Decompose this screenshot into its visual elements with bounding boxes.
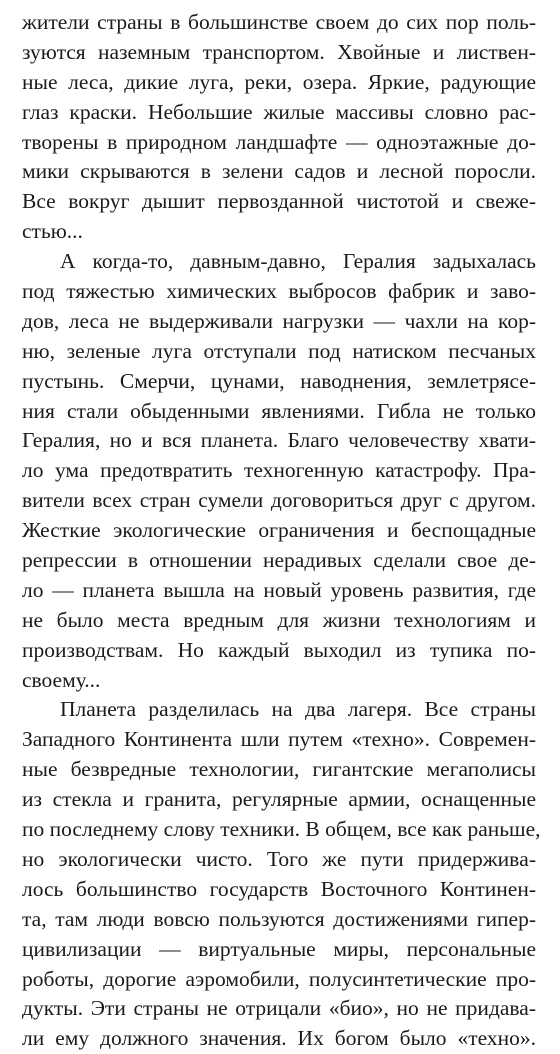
text-line: ло — планета вышла на новый уровень развития, где — [22, 577, 536, 602]
text-line: производствам. Но каждый выходил из тупика по- — [22, 637, 536, 662]
text-line: ния стали обыденными явлениями. Гибла не только — [22, 398, 536, 423]
text-line: репрессии в отношении нерадивых сделали свое де- — [22, 548, 536, 573]
text-line: вители всех стран сумели договориться друг с другом. — [22, 488, 536, 513]
text-line: ные леса, дикие луга, реки, озера. Яркие, радующие — [22, 69, 536, 94]
paragraph-2 — [22, 247, 536, 695]
text-line: по последнему слову техники. В общем, все как раньше, — [22, 817, 541, 842]
text-line: Жесткие экологические ограничения и беспощадные — [22, 518, 536, 543]
text-line: та, там люди вовсю пользуются достижениями гипер- — [22, 906, 536, 931]
text-line: ло ума предотвратить техногенную катастрофу. Пра- — [22, 458, 536, 483]
text-line: зуются наземным транспортом. Хвойные и листвен- — [22, 39, 536, 64]
text-line: дукты. Эти страны не отрицали «био», но не придава- — [22, 996, 536, 1021]
text-line: из стекла и гранита, регулярные армии, оснащенные — [22, 787, 536, 812]
text-line: А когда-то, давным-давно, Гералия задыхалась — [60, 249, 536, 274]
text-line: жители страны в большинстве своем до сих пор поль- — [22, 10, 536, 34]
book-page — [22, 8, 541, 1054]
text-line: не было места вредным для жизни технологиям и — [22, 607, 536, 632]
text-line: ню, зеленые луга отступали под натиском песчаных — [22, 338, 536, 363]
text-line: ные безвредные технологии, гигантские мегаполисы — [22, 757, 536, 782]
text-line: творены в природном ландшафте — одноэтажные до- — [22, 129, 536, 154]
text-line: Планета разделилась на два лагеря. Все страны — [60, 697, 536, 722]
text-line: стью... — [22, 219, 83, 244]
text-line: но экологически чисто. Того же пути придерживa- — [22, 846, 536, 871]
text-line: ли ему должного значения. Их богом было «техно». — [22, 1026, 536, 1051]
text-line: лось большинство государств Восточного Континен- — [22, 876, 536, 901]
text-line: пустынь. Смерчи, цунами, наводнения, землетрясе- — [22, 368, 536, 393]
text-line: роботы, дорогие аэромобили, полусинтетические про- — [22, 966, 536, 991]
text-line: мики скрываются в зелени садов и лесной поросли. — [22, 159, 536, 184]
text-line: глаз краски. Небольшие жилые массивы словно рас- — [22, 99, 536, 124]
text-line: цивилизации — виртуальные миры, персональные — [22, 936, 536, 961]
text-line: Все вокруг дышит первозданной чистотой и свеже- — [22, 189, 536, 214]
paragraph-1 — [22, 8, 536, 247]
text-line: Западного Континента шли путем «техно». Современ- — [22, 727, 536, 752]
text-line: под тяжестью химических выбросов фабрик и заво- — [22, 279, 536, 304]
paragraph-3 — [22, 695, 541, 1054]
text-line: своему... — [22, 667, 101, 692]
text-line: Гералия, но и вся планета. Благо человечеству хвати- — [22, 428, 536, 453]
text-line: дов, леса не выдерживали нагрузки — чахли на кор- — [22, 308, 536, 333]
